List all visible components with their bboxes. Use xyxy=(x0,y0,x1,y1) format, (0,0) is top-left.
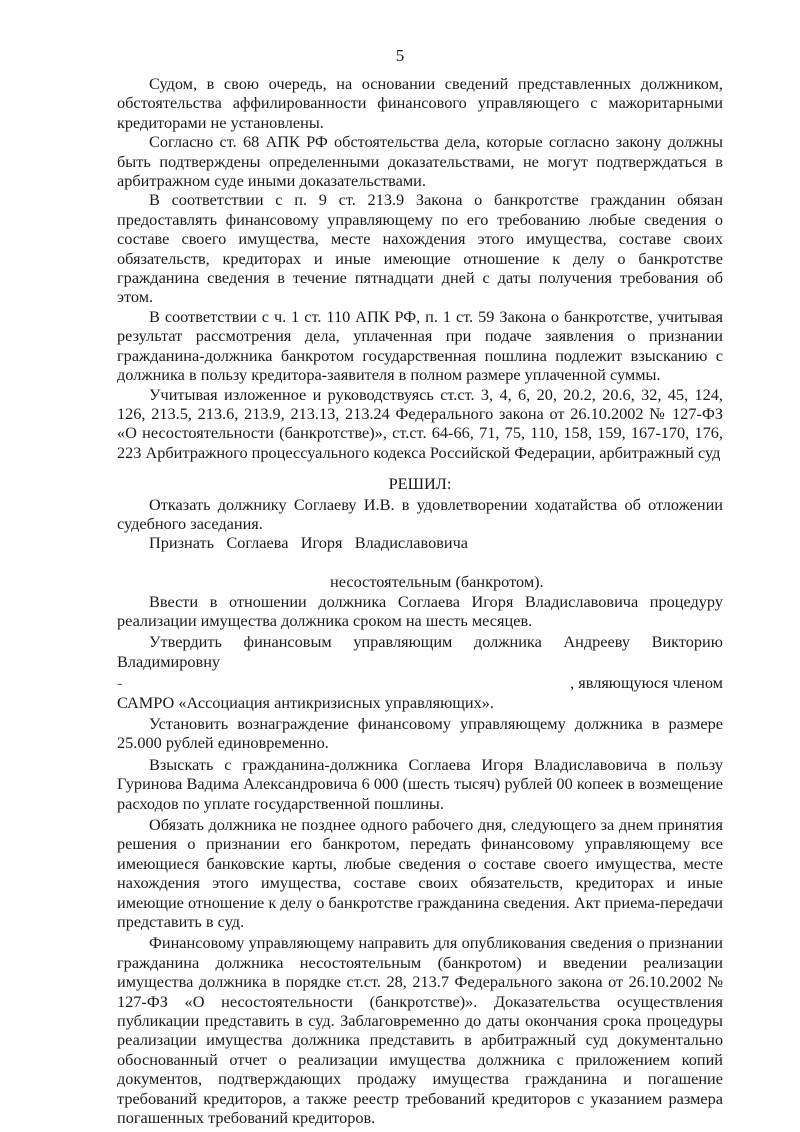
decision-declare-end: несостоятельным (банкротом). xyxy=(330,572,544,592)
paragraph-apk-68: Согласно ст. 68 АПК РФ обстоятельства дела, которые согласно закону должны быть подтверждены определенными доказательствами, не могут подтверждаться в арбитражном суде иными доказательствами. xyxy=(117,132,723,191)
decision-heading: РЕШИЛ: xyxy=(388,474,452,494)
document-body xyxy=(117,74,723,1128)
appoint-association: САМРО «Ассоциация антикризисных управляющих». xyxy=(117,692,494,712)
appoint-word-6: Викторию xyxy=(651,632,723,652)
paragraph-obligation-info: В соответствии с п. 9 ст. 213.9 Закона о банкротстве гражданин обязан предоставлять финансовому управляющему по его требованию любые сведения о составе своего имущества, месте нахождения этого имущества, составе своих обязательств, кредиторах и иные имеющие отношение к делу о банкротстве гражданина сведения в течение пятнадцати дней с даты получения требования об этом. xyxy=(117,190,723,307)
redaction-mark: - xyxy=(117,673,123,693)
decision-appoint-line xyxy=(117,632,723,651)
decision-introduce-procedure: Ввести в отношении должника Соглаева Игоря Владиславовича процедуру реализации имущества должника сроком на шесть месяцев. xyxy=(117,591,723,630)
appoint-member-line xyxy=(117,673,723,692)
appoint-word-1: Утвердить xyxy=(149,632,222,652)
declare-word-1: Признать xyxy=(149,533,215,553)
paragraph-affiliation: Судом, в свою очередь, на основании сведений представленных должником, обстоятельства аффилированности финансового управляющего с мажоритарными кредиторами не установлены. xyxy=(117,74,723,132)
appoint-word-3: управляющим xyxy=(353,632,453,652)
decision-recover-duty: Взыскать с гражданина-должника Соглаева Игоря Владиславовича в пользу Гуринова Вадима Александровича 6 000 (шесть тысяч) рублей 00 копеек в возмещение расходов по уплате государственной пошлины. xyxy=(117,754,723,813)
declare-word-2: Соглаева xyxy=(226,533,289,553)
paragraph-legal-basis: Учитывая изложенное и руководствуясь ст.ст. 3, 4, 6, 20, 20.2, 20.6, 32, 45, 124, 126, 213.5, 213.6, 213.9, 213.13, 213.24 Федерального закона от 26.10.2002 № 127-ФЗ «О несостоятельности (банкротстве)», ст.ст. 64-66, 71, 75, 110, 158, 159, 167-170, 176, 223 Арбитражного процессуального кодекса Российской Федерации, арбитражный суд xyxy=(117,384,723,462)
declare-word-3: Игоря xyxy=(300,533,343,553)
page-number: 5 xyxy=(395,46,405,65)
declare-word-4: Владиславовича xyxy=(354,533,469,553)
decision-deny-postponement: Отказать должнику Соглаеву И.В. в удовлетворении ходатайства об отложении судебного заседания. xyxy=(117,494,723,533)
decision-declare-line xyxy=(117,533,723,552)
redacted-gap xyxy=(117,553,723,572)
appoint-patronymic: Владимировну xyxy=(117,651,221,671)
decision-remuneration: Установить вознаграждение финансовому управляющему должника в размере 25.000 рублей единовременно. xyxy=(117,713,723,753)
appoint-member-text: , являющуюся членом xyxy=(570,673,723,693)
appoint-word-5: Андрееву xyxy=(563,632,631,652)
paragraph-state-duty: В соответствии с ч. 1 ст. 110 АПК РФ, п. 1 ст. 59 Закона о банкротстве, учитывая результат рассмотрения дела, уплаченная при подаче заявления о признании гражданина-должника банкротом государственная пошлина подлежит взысканию с должника в пользу кредитора-заявителя в полном размере уплаченной суммы. xyxy=(117,306,723,385)
appoint-word-2: финансовым xyxy=(243,632,332,652)
appoint-word-4: должника xyxy=(473,632,542,652)
decision-publication: Финансовому управляющему направить для опубликования сведения о признании гражданина должника несостоятельным (банкротом) и введении реализации имущества должника в порядке ст.ст. 28, 213.7 Федерального закона от 26.10.2002 № 127-ФЗ «О несостоятельности (банкротстве)». Доказательства осуществления публикации представить в суд. Заблаговременно до даты окончания срока процедуры реализации имущества должника представить в арбитражный суд документально обоснованный отчет о реализации имущества должника с приложением копий документов, подтверждающих продажу имущества гражданина и погашение требований кредиторов, а также реестр требований кредиторов с указанием размера погашенных требований кредиторов. xyxy=(117,933,723,1128)
decision-obligate-debtor: Обязать должника не позднее одного рабочего дня, следующего за днем принятия решения о признании его банкротом, передать финансовому управляющему все имеющиеся банковские карты, любые сведения о составе своего имущества, месте нахождения этого имущества, составе своих обязательств, кредиторах и иные имеющие отношение к делу о банкротстве гражданина сведения. Акт приема-передачи представить в суд. xyxy=(117,815,723,932)
